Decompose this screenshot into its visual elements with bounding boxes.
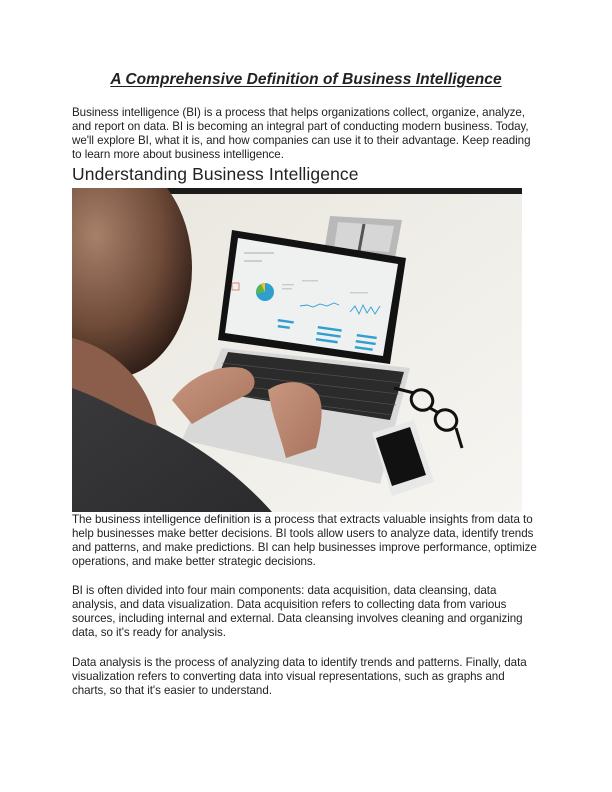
- intro-paragraph: Business intelligence (BI) is a process that helps organizations collect, organize, analyze, and report on data. BI is becoming an integral part of conducting modern business. Today, we'll explore BI, what it is, and how companies can use it to their advantage. Keep reading to learn more about business intelligence.: [72, 106, 531, 162]
- body-paragraph-2: BI is often divided into four main components: data acquisition, data cleansing, data analysis, and data visualization. Data acquisition refers to collecting data from various sources, including internal and external. Data cleansing involves cleaning and organizing data, so it's ready for analysis.: [72, 584, 523, 640]
- document-title: A Comprehensive Definition of Business Intelligence: [110, 71, 502, 88]
- body-paragraph-1: The business intelligence definition is a process that extracts valuable insights from data to help businesses make better decisions. BI tools allow users to analyze data, identify trends and patterns, and make predictions. BI can help businesses improve performance, optimize operations, and make better strategic decisions.: [72, 513, 537, 569]
- laptop-dashboard-photo: [72, 188, 522, 512]
- section-heading: Understanding Business Intelligence: [72, 164, 359, 184]
- body-paragraph-3: Data analysis is the process of analyzing data to identify trends and patterns. Finally, data visualization refers to converting data into visual representations, such as graphs and charts, so that it's easier to understand.: [72, 656, 527, 698]
